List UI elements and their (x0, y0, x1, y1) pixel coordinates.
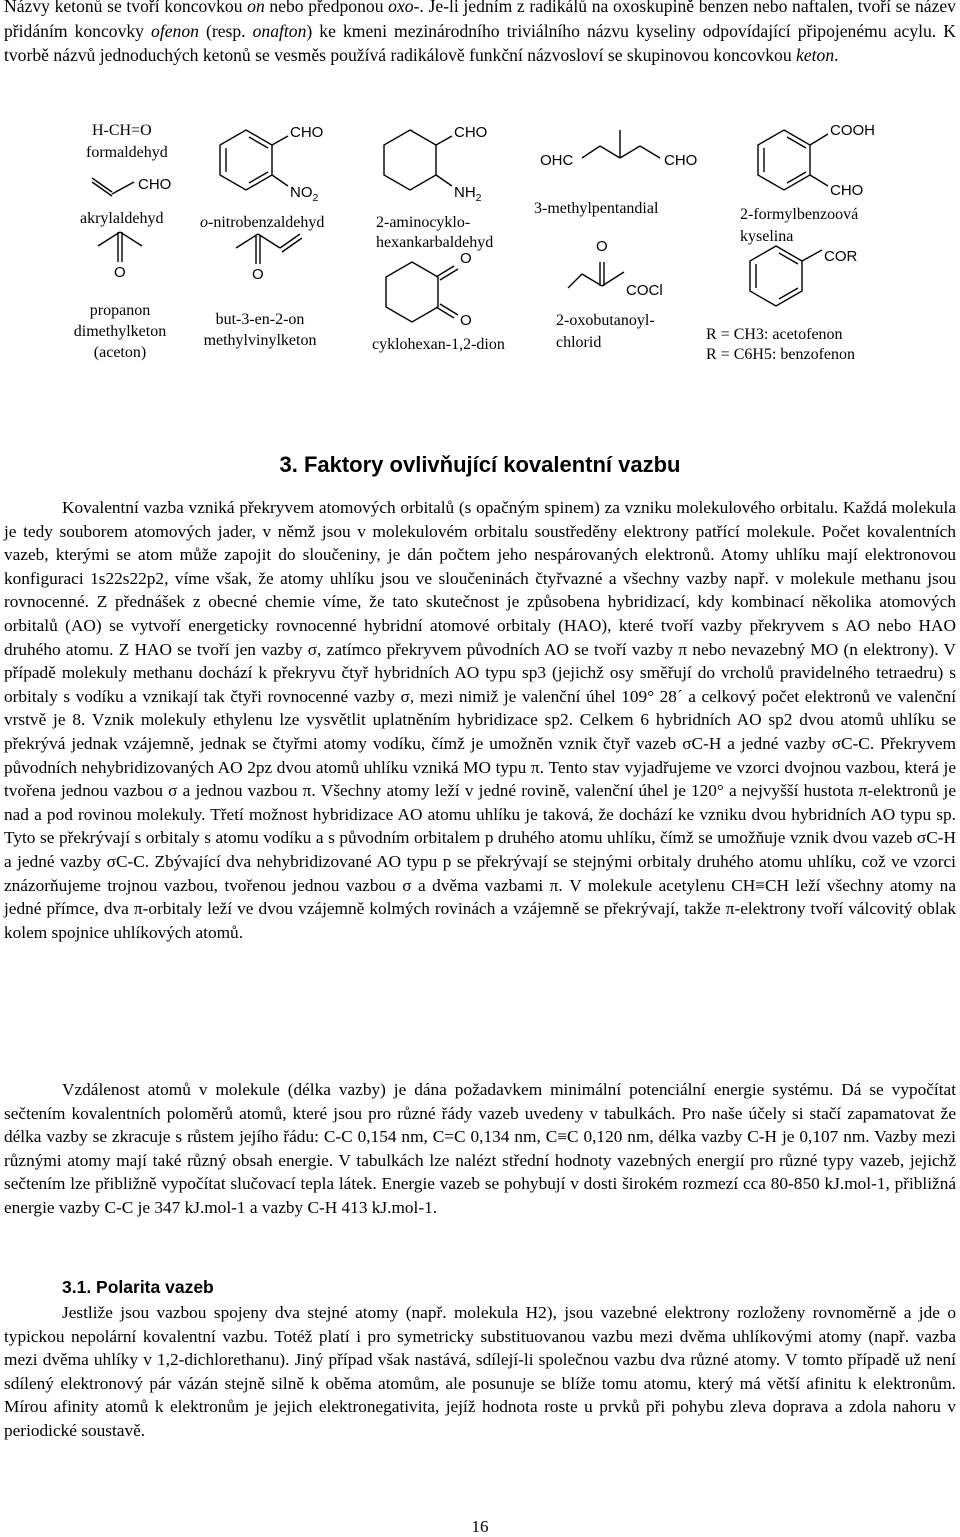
suffix-onafton: onafton (252, 20, 307, 41)
intro-text: (resp. (198, 20, 253, 41)
nitro-cho: CHO (290, 124, 324, 141)
formylbenz-cooh: COOH (830, 122, 875, 139)
benzofenon-label: R = C6H5: benzofenon (706, 346, 855, 363)
suffix-on: on (247, 0, 265, 16)
formylbenzoic-ring (758, 130, 828, 190)
nitrobenzaldehyd-name: o-nitrobenzaldehyd (200, 214, 325, 231)
dimethylketon-name: dimethylketon (73, 323, 167, 340)
section-3-paragraph-2: Vzdálenost atomů v molekule (délka vazby) je dána požadavkem minimální potenciální energie systému. Dá se vypočítat sečtením kovalentních poloměrů atomů, které jsou pro různé řády vazeb uvedeny v tabulkách. Pro naše účely si stačí zapamatovat že délka vazby se zkracuje s růstem jejího řádu: C-C 0,154 nm, C=C 0,134 nm, C≡C 0,120 nm, délka vazby C-H je 0,107 nm. Vazby mezi různými atomy mají také různý obsah energie. V tabulkách lze nalézt střední hodnoty vazebných energií pro různé typy vazeb, jejichž sečtením lze přibližně vypočítat slučovací tepla látek. Energie vazeb se pohybují v dosti širokém rozmezí cca 80-850 kJ.mol-1, přibližná energie vazby C-C je 347 kJ.mol-1 a vazby C-H 413 kJ.mol-1. (4, 1080, 956, 1217)
pent-cho: CHO (664, 152, 698, 169)
oxobutanoyl-name-2: chlorid (556, 334, 602, 351)
dion-oxygen-1: O (460, 250, 472, 267)
page-number: 16 (471, 1517, 489, 1536)
propanon-name: propanon (89, 302, 151, 319)
aminocyklo-name-2: hexankarbaldehyd (376, 234, 494, 251)
butenon-name: but-3-en-2-on (215, 311, 305, 328)
propanon-oxygen: O (114, 264, 126, 281)
pent-ohc: OHC (540, 152, 574, 169)
acetofenon-label: R = CH3: acetofenon (706, 326, 843, 343)
formylbenz-cho: CHO (830, 182, 864, 199)
intro-text: . (834, 45, 839, 65)
amino-cho: CHO (454, 124, 488, 141)
phenyl-cor: COR (824, 248, 858, 265)
cyclohexanedione-ring (386, 262, 458, 322)
formaldehyd-name: formaldehyd (86, 144, 168, 161)
nitrobenzaldehyd-ring (220, 130, 288, 190)
methylpentandial-name: 3-methylpentandial (534, 200, 659, 217)
butenon-structure (236, 234, 302, 264)
intro-text: ) ke kmeni mezinárodního triviálního názvu kyseliny odpovídající připojenému acylu. K tvorbě názvů jednoduchých ketonů se vesměs používá radikálově funkční názvosloví se skupinovou koncovkou (4, 20, 956, 65)
aminocyklo-name-1: 2-aminocyklo- (376, 214, 471, 231)
oxobutanoylchlorid-structure (568, 262, 624, 288)
oxobutanoyl-name-1: 2-oxobutanoyl- (556, 312, 655, 329)
prefix-oxo: oxo (388, 0, 414, 16)
oxobut-oxygen: O (596, 238, 608, 255)
akrylaldehyd-cho: CHO (138, 176, 172, 193)
section-3-paragraph-1: Kovalentní vazba vzniká překryvem atomových orbitalů (s opačným spinem) za vzniku molekulového orbitalu. Každá molekula je tedy souborem atomových jader, v němž jsou v molekulovém orbitalu soustředěny elektrony patřící molekule. Počet kovalentních vazeb, kterými se atom může zapojit do sloučeniny, je dán počtem jeho nespárovaných elektronů. Atomy uhlíku mají elektronovou konfiguraci 1s22s22p2, víme však, že atomy uhlíku jsou ve sloučeninách čtyřvazné a všechny vazby např. v molekule methanu jsou rovnocenné. Z přednášek z obecné chemie víme, že tato skutečnost je způsobena hybridizací, kdy kombinací několika atomových orbitalů (AO) se vytvoří energeticky rovnocenné hybridní atomové orbitaly (HAO), které tvoří vazby překryvem s AO nebo HAO druhého atomu. Z HAO se tvoří jen vazby σ, zatímco překryvem původních AO se tvoří vazby π nebo nevazebný MO (n elektrony). V případě molekuly methanu dochází k překryvu čtyř hybridních AO typu sp3 (jejichž osy směřují do vrcholů pravidelného tetraedru) s orbitaly s vodíku a vznikají tak čtyři rovnocenné vazby σ, mezi nimiž je valenční úhel 109° 28´ a celkový počet elektronů ve valenční vrstvě je 8. Vznik molekuly ethylenu lze vysvětlit uplatněním hybridizace sp2. Celkem 6 hybridních AO sp2 dvou atomů uhlíku se překrývá jednak vzájemně, jednak se čtyřmi atomy vodíku, čímž je umožněn vznik čtyř vazeb σC-H a jedné vazby σC-C. Překryvem původních nehybridizovaných AO 2pz dvou atomů uhlíku vzniká MO typu π. Tento stav vyjadřujeme ve vzorci dvojnou vazbou, která je tvořena jednou vazbou σ a jednou vazbou π. Všechny atomy leží v jedné rovině, valenční úhel je 120° a nejvyšší hustota π-elektronů je nad a pod rovinou molekuly. Třetí možnost hybridizace AO atomu uhlíku je taková, že dochází ke vzniku dvou hybridních AO typu sp. Tyto se překrývají s orbitaly s atomu vodíku a s původním orbitalem p druhého atomu uhlíku, čímž se umožňuje vznik dvou vazeb σC-H a jedné vazby σC-C. Zbývající dva nehybridizované AO typu p se překrývají se stejnými orbitaly druhého atomu uhlíku, což ve vzorci znázorňujeme trojnou vazbou, tvořenou jednou vazbou σ a dvěma vazbami π. V molekule acetylenu CH≡CH leží všechny atomy na jedné přímce, dva π-orbitaly leží ve dvou vzájemně kolmých rovinách a vzájemně se překrývají, takže π-elektrony tvoří válcovitý oblak kolem spojnice uhlíkových atomů. (4, 498, 956, 942)
aminocyclohexane-ring (384, 130, 452, 190)
akrylaldehyd-name: akrylaldehyd (80, 210, 164, 227)
nitro-no2: $NO_2$ (290, 184, 319, 204)
phenyl-ketone-ring (750, 246, 822, 306)
section-3-1-heading: 3.1. Polarita vazeb (62, 1277, 214, 1297)
intro-text: Názvy ketonů se tvoří koncovkou (4, 0, 248, 16)
oxobut-cocl: COCl (626, 282, 663, 299)
akrylaldehyd-structure (92, 178, 134, 196)
amino-nh2: $NH_2$ (454, 184, 482, 204)
dion-oxygen-2: O (460, 312, 472, 329)
suffix-keton: keton (796, 45, 835, 65)
formylbenzoova-name-1: 2-formylbenzoová (740, 206, 859, 223)
section-3-heading: 3. Faktory ovlivňující kovalentní vazbu (279, 452, 681, 477)
butenon-oxygen: O (252, 266, 264, 283)
aceton-name: (aceton) (93, 344, 147, 361)
suffix-ofenon: ofenon (151, 20, 199, 41)
section-3-1-paragraph: Jestliže jsou vazbou spojeny dva stejné atomy (např. molekula H2), jsou vazebné elektrony rozloženy rovnoměrně a jde o typickou nepolární kovalentní vazbu. Totéž platí i pro symetricky substituovanou vazbu mezi dvěma uhlíkovými atomy (např. vazba mezi dvěma uhlíky v 1,2-dichlorethanu). Jiný případ však nastává, sdílejí-li společnou vazbu dva různé atomy. V tomto případě už není sdílený elektronový pár vázán stejně silně k oběma atomům, ale posunuje se blíže tomu atomu, který má větší afinitu k elektronům. Mírou afinity atomů k elektronům je jejich elektronegativita, jejíž hodnota roste u prvků při pohybu zleva doprava a zdola nahoru v periodické soustavě. (4, 1303, 956, 1440)
methylvinylketon-name: methylvinylketon (203, 332, 317, 349)
formaldehyd-formula: H-CH=O (92, 122, 152, 139)
dion-name: cyklohexan-1,2-dion (372, 336, 505, 353)
propanon-structure (98, 232, 142, 262)
intro-text: nebo předponou (264, 0, 389, 16)
formylbenzoova-name-2: kyselina (740, 228, 794, 245)
intro-text: -. Je-li jedním z radikálů na oxoskupině benzen nebo naftalen, tvoří se název přidáním koncovky (4, 0, 956, 41)
methylpentandial-structure (582, 130, 660, 158)
